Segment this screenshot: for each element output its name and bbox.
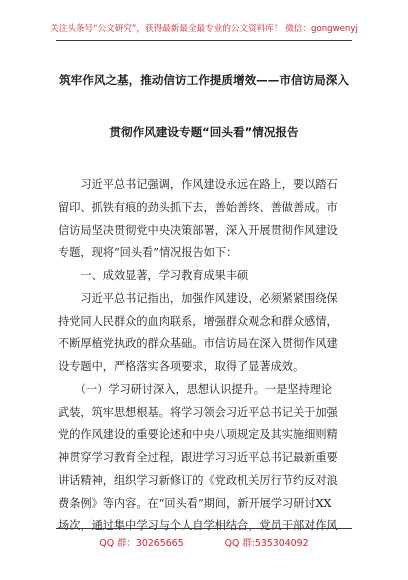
body-line: 专题，现将“回头看”情况报告如下： xyxy=(58,246,238,260)
footer-banner xyxy=(0,535,408,549)
footer-divider xyxy=(56,528,352,529)
footer-qq-group-2: QQ 群:535304092 xyxy=(224,538,309,549)
body-line: 费条例》等内容。在“回头看”期间，新开展学习研讨XX xyxy=(58,496,332,510)
body-line: 神贯穿学习教育全过程，跟进学习习近平总书记最新重要 xyxy=(58,451,338,464)
body-line: 习近平总书记强调，作风建设永远在路上，要以踏石 xyxy=(58,178,338,191)
header-divider xyxy=(56,40,352,41)
body-line: 习近平总书记指出，加强作风建设，必须紧紧围绕保 xyxy=(58,291,338,305)
footer-qq-group-1: QQ 群：30265665 xyxy=(99,538,184,549)
body-line: 信访局坚决贯彻党中央决策部署，深入开展贯彻作风建设 xyxy=(58,223,338,237)
body-line: 讲话精神，组织学习新修订的《党政机关厉行节约反对浪 xyxy=(58,473,338,487)
body-line: 持党同人民群众的血肉联系，增强群众观念和群众感情， xyxy=(58,314,338,328)
document-body xyxy=(58,174,354,538)
header-banner: 关注头条号“公文研究”，获得最新最全最专业的公文资料库！ 微信：gongwenyj xyxy=(50,24,358,34)
body-line: 留印、抓铁有痕的劲头抓下去，善始善终、善做善成。市 xyxy=(58,200,338,214)
section-heading: 一、成效显著，学习教育成果丰硕 xyxy=(58,269,249,282)
body-line: 设专题中，严格落实各项要求，取得了显著成效。 xyxy=(58,360,305,373)
body-line: 武装，筑牢思想根基。将学习领会习近平总书记关于加强 xyxy=(58,405,338,419)
document-title-line-2: 贯彻作风建设专题“回头看”情况报告 xyxy=(109,125,299,139)
body-line: 党的作风建设的重要论述和中央八项规定及其实施细则精 xyxy=(58,428,338,442)
body-line: （一）学习研讨深入，思想认识提升。一是坚持理论 xyxy=(58,382,333,396)
body-line: 场次，通过集中学习与个人自学相结合，党员干部对作风 xyxy=(58,519,338,533)
document-title-line-1: 筑牢作风之基，推动信访工作提质增效——市信访局深入 xyxy=(59,73,349,87)
body-line: 不断厚植党执政的群众基础。市信访局在深入贯彻作风建 xyxy=(58,337,338,351)
